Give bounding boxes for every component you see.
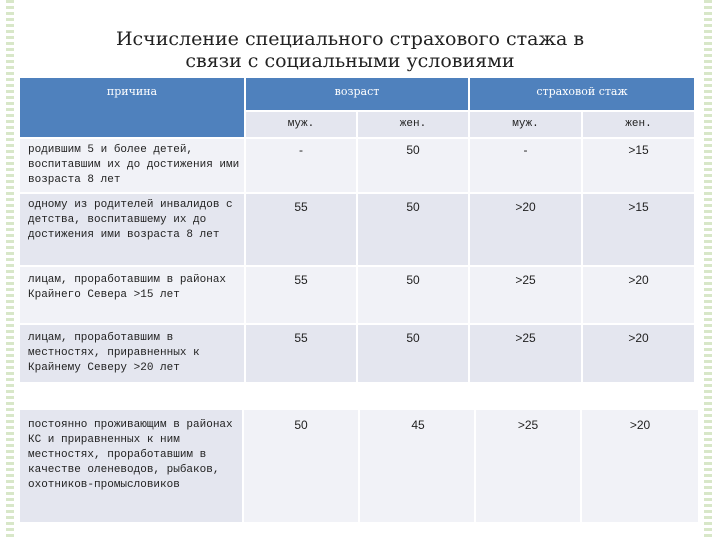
- table-row-5-ins-male: >25: [476, 410, 580, 522]
- table-row-3-reason: лицам, проработавшим в районах Крайнего Севера >15 лет: [20, 267, 244, 323]
- table-row-5-ins-female: >20: [582, 410, 698, 522]
- table-row-2-age-male: 55: [246, 194, 356, 265]
- table-row-2-reason: одному из родителей инвалидов с детства, воспитавшему их до достижения ими возраста 8 лет: [20, 194, 244, 265]
- right-decorative-border: [704, 0, 712, 540]
- header-age: возраст: [246, 78, 468, 110]
- table-row-1-age-female: 50: [358, 139, 468, 192]
- table-row-5-age-male: 50: [244, 410, 358, 522]
- table-row-4-age-male: 55: [246, 325, 356, 382]
- table-row-4-age-female: 50: [358, 325, 468, 382]
- table-row-4-reason: лицам, проработавшим в местностях, приравненных к Крайнему Северу >20 лет: [20, 325, 244, 382]
- table-row-3-age-male: 55: [246, 267, 356, 323]
- table-row-1-ins-male: -: [470, 139, 581, 192]
- title-line-1: Исчисление специального страхового стажа в: [115, 28, 585, 50]
- table-row-2-ins-female: >15: [583, 194, 694, 265]
- table-row-5-age-female: 45: [360, 410, 474, 522]
- table-row-4-ins-female: >20: [583, 325, 694, 382]
- table-row-1-age-male: -: [246, 139, 356, 192]
- slide-title: [40, 28, 660, 72]
- table-row-3-age-female: 50: [358, 267, 468, 323]
- table-row-3-ins-male: >25: [470, 267, 581, 323]
- table-row-1-reason: родившим 5 и более детей, воспитавшим их до достижения ими возраста 8 лет: [20, 139, 244, 192]
- table-row-4-ins-male: >25: [470, 325, 581, 382]
- header-age-male: муж.: [246, 112, 356, 137]
- table-row-3-ins-female: >20: [583, 267, 694, 323]
- table-row-1-ins-female: >15: [583, 139, 694, 192]
- header-ins-female: жен.: [583, 112, 694, 137]
- table-row-2-age-female: 50: [358, 194, 468, 265]
- table-row-5-reason: постоянно проживающим в районах КС и приравненных к ним местностях, проработавшим в качестве оленеводов, рыбаков, охотников-промысловиков: [20, 410, 242, 522]
- table-row-2-ins-male: >20: [470, 194, 581, 265]
- left-decorative-border: [6, 0, 14, 540]
- header-ins-male: муж.: [470, 112, 581, 137]
- header-insurance: страховой стаж: [470, 78, 694, 110]
- header-age-female: жен.: [358, 112, 468, 137]
- title-line-2: связи с социальными условиями: [185, 50, 515, 72]
- header-reason: причина: [20, 78, 244, 137]
